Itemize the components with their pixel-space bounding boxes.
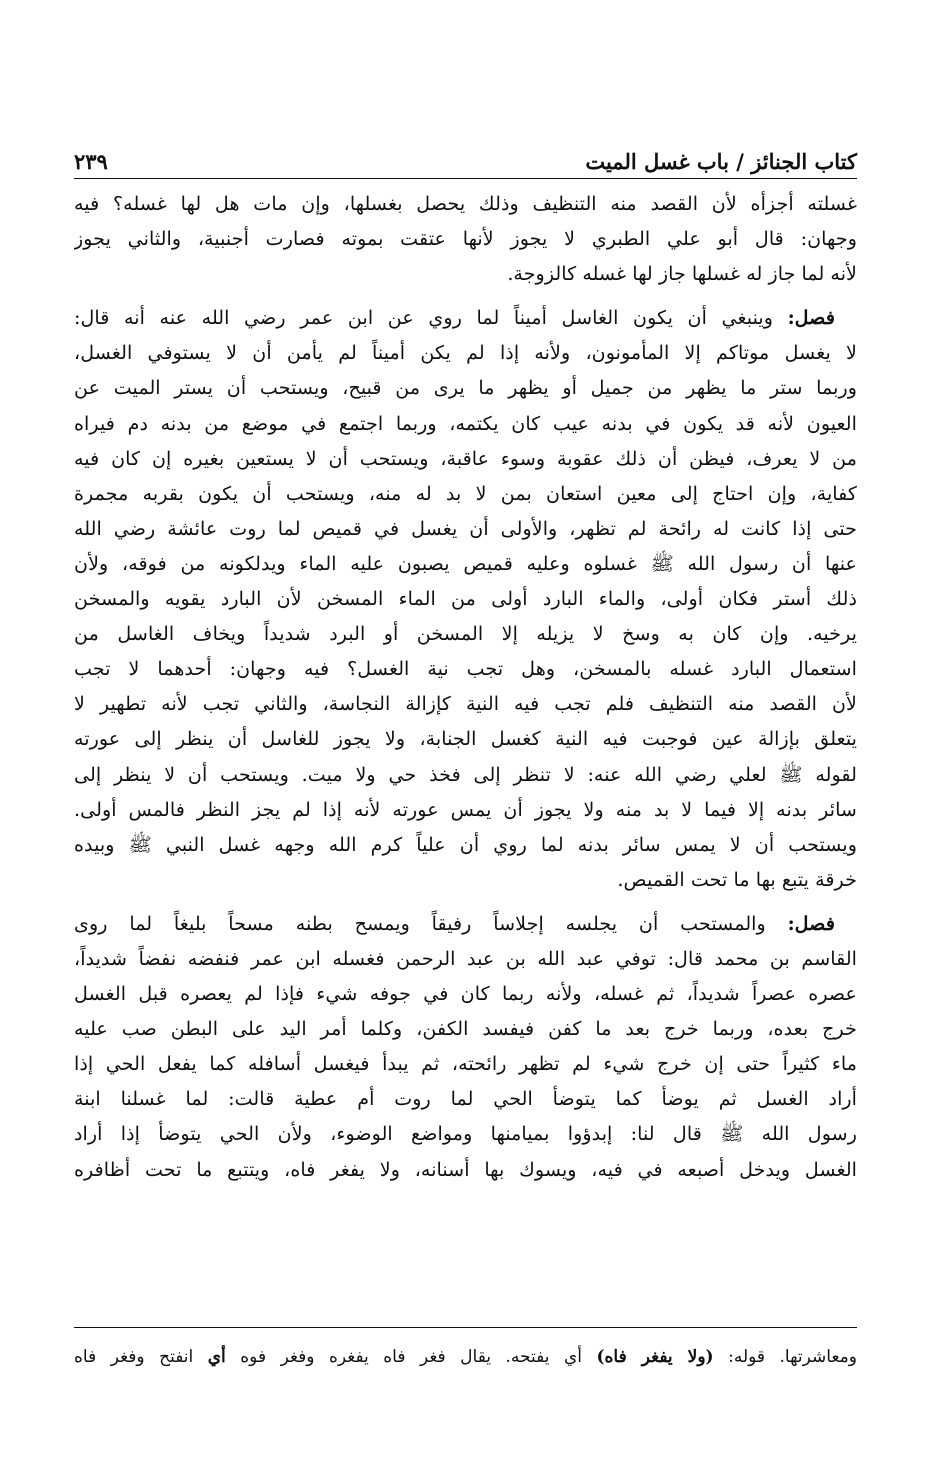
section-marker: فصل: xyxy=(787,306,835,330)
text-line: لا يغسل موتاكم إلا المأمونون، ولأنه إذا لم يكن أميناً لم يأمن أن لا يستوفي الغسل، xyxy=(74,341,857,365)
text-line: ذلك أستر فكان أولى، والماء البارد أولى من الماء المسخن لأن البارد يقويه والمسخن xyxy=(74,587,857,611)
paragraph-3 xyxy=(74,906,857,1187)
text-line: لقوله ﷺ لعلي رضي الله عنه: لا تنظر إلى فخذ حي ولا ميت. ويستحب أن لا ينظر إلى xyxy=(74,762,857,786)
text-line: الغسل ويدخل أصبعه في فيه، ويسوك بها أسنانه، ولا يفغر فاه، ويتتبع ما تحت أظافره xyxy=(74,1157,857,1181)
paragraph-1 xyxy=(74,186,857,291)
text-line: وربما ستر ما يظهر من جميل أو يظهر ما يرى من قبيح، ويستحب أن يستر الميت عن xyxy=(74,376,857,400)
text-line: غسلته أجزأه لأن القصد منه التنظيف وذلك يحصل بغسلها، وإن مات هل لها غسله؟ فيه xyxy=(74,192,857,215)
footnote xyxy=(74,1342,857,1372)
page-number: ٢٣٩ xyxy=(74,149,108,174)
text-line: يتعلق بإزالة عين فوجبت فيه النية كغسل الجنابة، ولا يجوز للغاسل أن ينظر إلى عورته xyxy=(74,727,857,751)
text-line: يرخيه. وإن كان به وسخ لا يزيله إلا المسخن أو البرد شديداً ويخاف الغاسل من xyxy=(74,622,857,646)
footnote-quoted-term: (ولا يفغر فاه) xyxy=(596,1347,714,1367)
text-line: عصره عصراً شديداً، ثم غسله، ولأنه ربما كان في جوفه شيء فإذا لم يعصره قبل الغسل xyxy=(74,982,857,1006)
footnote-text: أي يفتحه. يقال فغر فاه يفغره وفغر فوه xyxy=(225,1347,597,1367)
text-line: استعمال البارد غسله بالمسخن، وهل تجب نية الغسل؟ فيه وجهان: أحدهما لا تجب xyxy=(74,657,857,681)
text-run: والمستحب أن يجلسه إجلاساً رفيقاً ويمسح بطنه مسحاً بليغاً لما روى xyxy=(74,911,788,935)
text-run: وينبغي أن يكون الغاسل أميناً لما روي عن ابن عمر رضي الله عنه أنه قال: xyxy=(74,306,788,330)
footnote-text: ومعاشرتها. قوله: xyxy=(713,1347,857,1367)
section-marker: فصل: xyxy=(787,911,835,935)
footnote-divider xyxy=(74,1327,857,1328)
text-line: وجهان: قال أبو علي الطبري لا يجوز لأنها عتقت بموته فصارت أجنبية، والثاني يجوز xyxy=(74,227,857,251)
text-line: لأن القصد منه التنظيف فلم تجب فيه النية كإزالة النجاسة، والثاني تجب لأنه تطهير لا xyxy=(74,692,857,716)
text-line: عنها أن رسول الله ﷺ غسلوه وعليه قميص يصبون عليه الماء ويدلكونه من فوقه، ولأن xyxy=(74,551,857,575)
footnote-bold-word: أي xyxy=(207,1347,226,1367)
chapter-title: كتاب الجنائز / باب غسل الميت xyxy=(585,149,857,174)
text-line xyxy=(74,300,857,335)
text-line: خرج بعده، وربما خرج بعد ما كفن فيفسد الكفن، وكلما أمر اليد على البطن صب عليه xyxy=(74,1017,857,1041)
paragraph-2 xyxy=(74,300,857,897)
header-divider xyxy=(74,178,857,179)
text-line: ويستحب أن لا يمس سائر بدنه لما روي أن علياً كرم الله وجهه غسل النبي ﷺ وبيده xyxy=(74,832,857,856)
text-line xyxy=(74,906,857,941)
footnote-text: انفتح وفغر فاه xyxy=(74,1347,208,1367)
text-line: ماء كثيراً حتى إن خرج شيء لم تظهر رائحته، ثم يبدأ فيغسل أسافله كما يفعل الحي إذا xyxy=(74,1052,857,1076)
text-line: القاسم بن محمد قال: توفي عبد الله بن عبد الرحمن فغسله ابن عمر فنفضه نفضاً شديداً، xyxy=(74,946,857,970)
text-line: أراد الغسل ثم يوضأ كما يتوضأ الحي لما روت أم عطية قالت: لما غسلنا ابنة xyxy=(74,1087,857,1111)
main-text xyxy=(74,186,857,1187)
text-line: العيون لأنه قد يكون في بدنه عيب كان يكتمه، وربما اجتمع في موضع من بدنه دم فيراه xyxy=(74,411,857,435)
text-line: خرقة يتبع بها ما تحت القميص. xyxy=(617,867,857,891)
running-header xyxy=(74,136,857,176)
text-line: سائر بدنه إلا فيما لا بد منه ولا يجوز أن يمس عورته لأنه إذا لم يجز النظر فالمس أولى. xyxy=(74,797,857,821)
text-line: كفاية، وإن احتاج إلى معين استعان بمن لا بد له منه، ويستحب أن يكون بقربه مجمرة xyxy=(74,481,857,505)
text-line: لأنه لما جاز له غسلها جاز لها غسله كالزوجة. xyxy=(507,262,857,286)
text-line: حتى إذا كانت له رائحة لم تظهر، والأولى أن يغسل في قميص لما روت عائشة رضي الله xyxy=(74,516,857,540)
text-line: رسول الله ﷺ قال لنا: إبدؤوا بميامنها ومواضع الوضوء، ولأن الحي يتوضأ إذا أراد xyxy=(74,1122,857,1146)
text-line: من لا يعرف، فيظن أن ذلك عقوبة وسوء عاقبة، ويستحب أن لا يستعين بغيره إن كان فيه xyxy=(74,446,857,470)
